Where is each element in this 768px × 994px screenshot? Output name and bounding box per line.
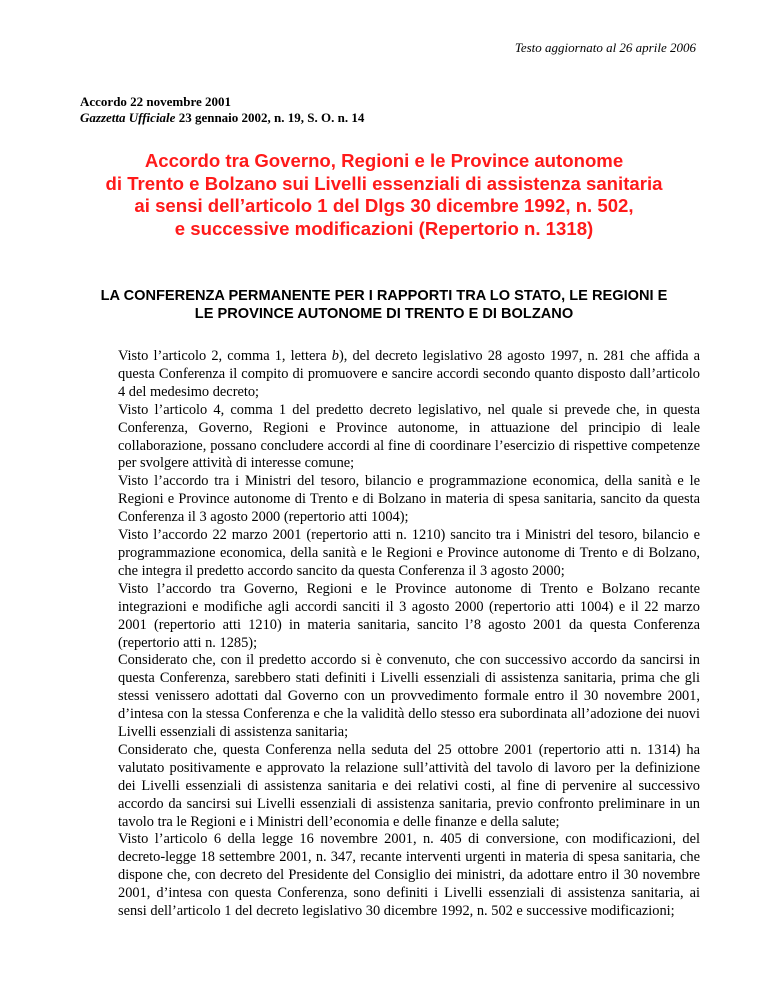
conference-heading [60, 288, 708, 323]
paragraph: Considerato che, con il predetto accordo si è convenuto, che con successivo accordo da sancirsi in questa Conferenza, sarebbero stati definiti i Livelli essenziali di assistenza sanitaria, prima che gli stessi venissero adottati dal Governo con un provvedimento formale entro il 30 novembre 2001, d’intesa con la stessa Conferenza e che la validità dello stesso era subordinata all’adozione dei nuovi Livelli essenziali di assistenza sanitaria; [118, 652, 700, 741]
gazette-details: 23 gennaio 2002, n. 19, S. O. n. 14 [175, 110, 365, 125]
title-line: Accordo tra Governo, Regioni e le Province autonome [144, 150, 624, 171]
update-note: Testo aggiornato al 26 aprile 2006 [514, 40, 696, 55]
title-line: ai sensi dell’articolo 1 del Dlgs 30 dicembre 1992, n. 502, [134, 195, 634, 216]
paragraph: Visto l’accordo tra Governo, Regioni e le Province autonome di Trento e Bolzano recante integrazioni e modifiche agli accordi sanciti il 3 agosto 2000 (repertorio atti 1004) e il 22 marzo 2001 (repertorio atti 1210) in materia sanitaria, sancito l’8 agosto 2001 da questa Conferenza (repertorio atti n. 1285); [118, 580, 700, 651]
title-line: di Trento e Bolzano sui Livelli essenziali di assistenza sanitaria [105, 172, 663, 194]
paragraph: Visto l’articolo 4, comma 1 del predetto decreto legislativo, nel quale si prevede che, in questa Conferenza, Governo, Regioni e Province autonome, in attuazione del principio di leale collaborazione, possano concludere accordi al fine di coordinare l’esercizio di rispettive competenze per svolgere attività di interesse comune; [118, 401, 700, 472]
paragraph: Visto l’accordo 22 marzo 2001 (repertorio atti n. 1210) sancito tra i Ministri del tesoro, bilancio e programmazione economica, della sanità e le Regioni e Province autonome di Trento e di Bolzano, che integra il predetto accordo sancito da questa Conferenza il 3 agosto 2000; [118, 527, 700, 579]
document-body [118, 348, 700, 921]
accord-date: Accordo 22 novembre 2001 [80, 94, 232, 109]
gazette-reference [80, 110, 364, 126]
paragraph: Considerato che, questa Conferenza nella seduta del 25 ottobre 2001 (repertorio atti n. 1314) ha valutato positivamente e approvato la relazione sull’attività del tavolo di lavoro per la definizione dei Livelli essenziali di assistenza sanitaria e dei relativi costi, al fine di pervenire al successivo accordo da sancirsi sui Livelli essenziali di assistenza sanitaria, previo confronto preliminare in un tavolo tra le Regioni e i Ministri dell’economia e delle finanze e della salute; [118, 741, 700, 830]
paragraph: Visto l’articolo 2, comma 1, lettera b), del decreto legislativo 28 agosto 1997, n. 281 che affida a questa Conferenza il compito di promuovere e sancire accordi secondo quanto disposto dall’articolo 4 del medesimo decreto; [118, 348, 700, 400]
source-reference [80, 94, 364, 126]
conference-heading-line: LA CONFERENZA PERMANENTE PER I RAPPORTI TRA LO STATO, LE REGIONI E [100, 288, 668, 304]
paragraph: Visto l’articolo 6 della legge 16 novembre 2001, n. 405 di conversione, con modificazioni, del decreto-legge 18 settembre 2001, n. 347, recante interventi urgenti in materia di spesa sanitaria, che dispone che, con decreto del Presidente del Consiglio dei ministri, da adottare entro il 30 novembre 2001, d’intesa con questa Conferenza, sono definiti i Livelli essenziali di assistenza sanitaria, ai sensi dell’articolo 1 del decreto legislativo 30 dicembre 1992, n. 502 e successive modificazioni; [118, 831, 700, 920]
conference-heading-line: LE PROVINCE AUTONOME DI TRENTO E DI BOLZANO [194, 305, 574, 322]
gazette-name: Gazzetta Ufficiale [80, 110, 176, 125]
paragraph: Visto l’accordo tra i Ministri del tesoro, bilancio e programmazione economica, della sanità e le Regioni e Province autonome di Trento e di Bolzano in materia di spesa sanitaria, sancito da questa Conferenza il 3 agosto 2000 (repertorio atti 1004); [118, 473, 700, 526]
title-line: e successive modificazioni (Repertorio n. 1318) [174, 217, 594, 239]
document-title [60, 150, 708, 240]
